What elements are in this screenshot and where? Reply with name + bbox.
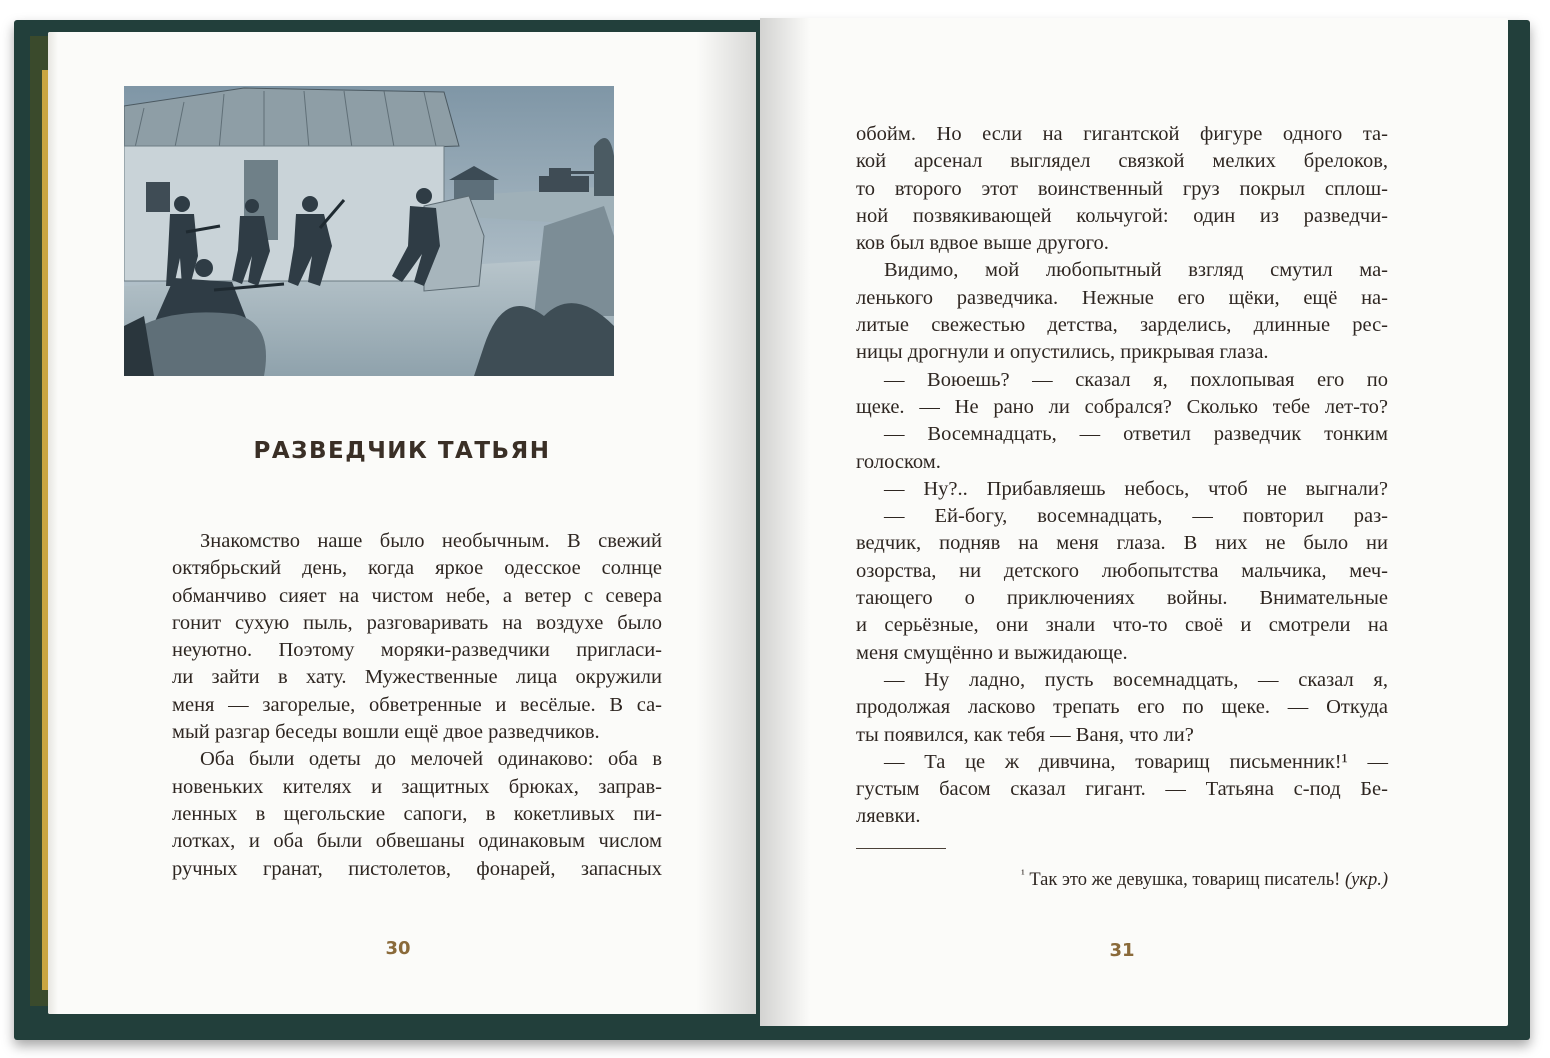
text-line: и серьёзные, они знали что-то своё и смотрели на	[856, 614, 1388, 637]
text-line: новеньких кителях и защитных брюках, заправ-	[172, 775, 662, 798]
text-line: Оба были одеты до мелочей одинаково: оба в	[200, 748, 662, 771]
text-line: гонит сухую пыль, разговаривать на воздухе было	[172, 611, 662, 634]
page-edge	[48, 32, 58, 1014]
text-line: густым басом сказал гигант. — Татьяна с-под Бе-	[856, 778, 1388, 801]
text-line: Видимо, мой любопытный взгляд смутил ма-	[884, 259, 1388, 282]
text-line: лотках, и оба были обвешаны одинаковым числом	[172, 830, 662, 853]
text-line: ков был вдвое выше другого.	[856, 232, 1109, 255]
text-line: ведчик, подняв на меня глаза. В них не было ни	[856, 532, 1388, 555]
text-line: щеке. — Не рано ли собрался? Сколько тебе лет-то?	[856, 395, 1388, 418]
text-line: — Ну?.. Прибавляешь небось, чтоб не выгнали?	[884, 477, 1388, 500]
text-line: голоском.	[856, 450, 941, 473]
text-line: то второго этот воинственный груз покрыл сплош-	[856, 177, 1388, 200]
text-line: ницы дрогнули и опустились, прикрывая глаза.	[856, 341, 1269, 364]
text-line: — Та це ж дивчина, товарищ письменник!¹ —	[884, 750, 1388, 773]
page-number-left: 30	[385, 938, 411, 959]
text-line: меня смущённо и выжидающе.	[856, 641, 1128, 664]
text-line: ручных гранат, пистолетов, фонарей, запасных	[172, 857, 662, 880]
text-line: — Воюешь? — сказал я, похлопывая его по	[884, 368, 1388, 391]
footnote	[856, 862, 1388, 892]
text-line: обойм. Но если на гигантской фигуре одного та-	[856, 123, 1388, 145]
text-line: Знакомство наше было необычным. В свежий	[200, 530, 662, 552]
text-line: тающего о приключениях войны. Внимательные	[856, 587, 1388, 610]
text-line: продолжая ласково трепать его по щеке. — Откуда	[856, 696, 1388, 719]
left-page-text	[172, 528, 662, 883]
text-line: ли зайти в хату. Мужественные лица окружили	[172, 666, 662, 689]
text-line: литые свежестью детства, зарделись, длинные рес-	[856, 314, 1388, 337]
text-line: меня — загорелые, обветренные и весёлые. В са-	[172, 693, 662, 716]
text-line: ты появился, как тебя — Ваня, что ли?	[856, 723, 1194, 746]
text-line: неуютно. Поэтому моряки-разведчики пригласи-	[172, 639, 662, 662]
footnote-marker: ¹	[1021, 867, 1025, 881]
footnote-divider	[856, 848, 946, 849]
wartime-scouts-illustration	[124, 86, 614, 376]
text-line: ленных в щегольские сапоги, в кокетливых пи-	[172, 802, 662, 825]
footnote-text: Так это же девушка, товарищ писатель!	[1029, 870, 1345, 891]
page-number-right: 31	[1109, 940, 1135, 961]
text-line: мый разгар беседы вошли ещё двое разведчиков.	[172, 721, 600, 744]
text-line: ляевки.	[856, 805, 921, 828]
gutter-shadow	[760, 18, 810, 1026]
text-line: озорства, ни детского любопытства мальчика, меч-	[856, 559, 1388, 582]
text-line: ленького разведчика. Нежные его щёки, ещё на-	[856, 286, 1388, 309]
text-line: — Восемнадцать, — ответил разведчик тонким	[884, 423, 1388, 446]
right-page-text	[856, 121, 1388, 831]
text-line: — Ей-богу, восемнадцать, — повторил раз-	[884, 505, 1388, 528]
text-line: — Ну ладно, пусть восемнадцать, — сказал я,	[884, 668, 1388, 691]
text-line: кой арсенал выглядел связкой мелких брелоков,	[856, 150, 1388, 173]
gutter-shadow	[696, 32, 756, 1014]
chapter-title: РАЗВЕДЧИК ТАТЬЯН	[253, 438, 551, 464]
text-line: обманчиво сияет на чистом небе, а ветер с севера	[172, 584, 662, 607]
text-line: октябрьский день, когда яркое одесское солнце	[172, 557, 662, 580]
footnote-lang: (укр.)	[1344, 870, 1388, 891]
text-line: ной позвякивающей кольчугой: один из разведчи-	[856, 204, 1388, 227]
